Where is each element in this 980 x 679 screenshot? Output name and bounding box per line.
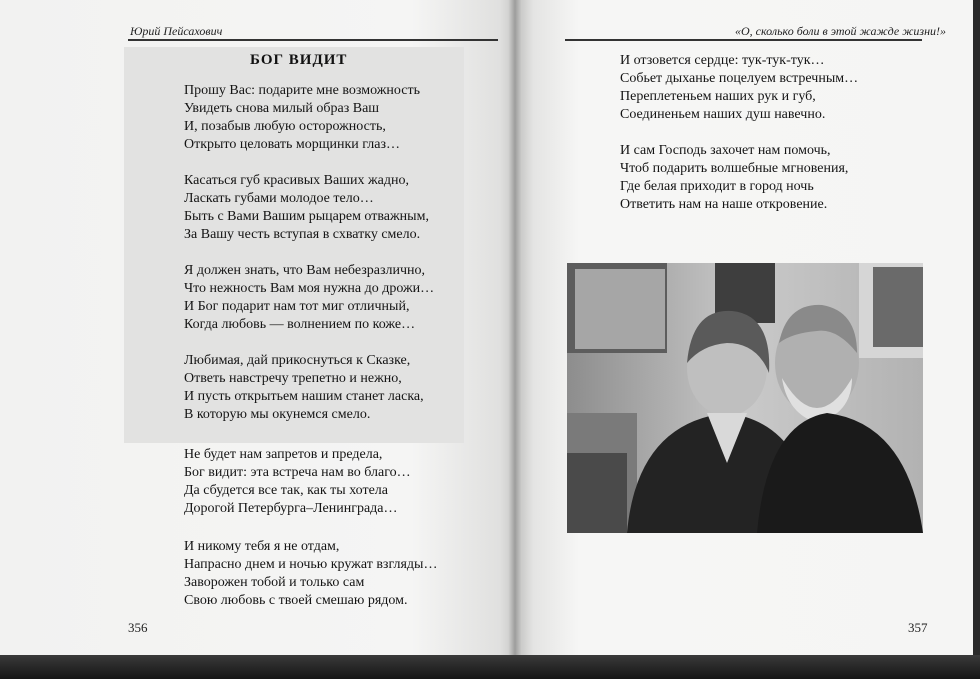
page-number-right: 357 — [908, 620, 928, 635]
poem-line: И никому тебя я не отдам, — [184, 539, 340, 554]
stanza-4 — [184, 352, 424, 424]
poem-line: Прошу Вас: подарите мне возможность — [184, 83, 420, 98]
poem-line: Когда любовь — волнением по коже… — [184, 317, 416, 332]
stanza-5 — [184, 446, 411, 518]
header-rule-left — [128, 39, 498, 41]
running-head-left: Юрий Пейсахович — [130, 24, 223, 38]
stanza-2 — [184, 172, 429, 244]
poem-line: Открыто целовать морщинки глаз… — [184, 137, 401, 152]
page-edge — [973, 0, 980, 679]
poem-line: Что нежность Вам моя нужна до дрожи… — [184, 281, 435, 296]
poem-line: Соединеньем наших душ навечно. — [620, 107, 826, 122]
poem-line: Чтоб подарить волшебные мгновения, — [620, 161, 849, 176]
poem-line: Не будет нам запретов и предела, — [184, 447, 383, 462]
poem-line: И, позабыв любую осторожность, — [184, 119, 386, 134]
poem-line: Где белая приходит в город ночь — [620, 179, 814, 194]
poem-line: За Вашу честь вступая в схватку смело. — [184, 227, 421, 242]
poem-line: Ласкать губами молодое тело… — [184, 191, 374, 206]
stanza-7 — [620, 52, 858, 124]
poem-line: И Бог подарит нам тот миг отличный, — [184, 299, 410, 314]
poem-line: И отзовется сердце: тук-тук-тук… — [620, 53, 825, 68]
photo-illustration — [567, 263, 923, 533]
stanza-1 — [184, 82, 420, 154]
poem-line: Любимая, дай прикоснуться к Сказке, — [184, 353, 411, 368]
portrait-photo — [567, 263, 923, 533]
poem-line: И пусть открытьем нашим станет ласка, — [184, 389, 424, 404]
poem-line: Свою любовь с твоей смешаю рядом. — [184, 593, 408, 608]
poem-line: Собьет дыханье поцелуем встречным… — [620, 71, 859, 86]
header-rule-right — [565, 39, 922, 41]
poem-title: БОГ ВИДИТ — [250, 52, 348, 68]
stanza-8 — [620, 142, 848, 214]
running-head-right: «О, сколько боли в этой жажде жизни!» — [735, 24, 947, 38]
background-surface — [0, 655, 980, 679]
poem-line: Быть с Вами Вашим рыцарем отважным, — [184, 209, 429, 224]
stanza-3 — [184, 262, 434, 334]
poem-line: Заворожен тобой и только сам — [184, 575, 365, 590]
poem-line: Напрасно днем и ночью кружат взгляды… — [184, 557, 438, 572]
stanza-6 — [184, 538, 437, 610]
poem-line: Касаться губ красивых Ваших жадно, — [184, 173, 410, 188]
page-number-left: 356 — [128, 620, 148, 635]
poem-line: Бог видит: эта встреча нам во благо… — [184, 465, 411, 480]
poem-line: В которую мы окунемся смело. — [184, 407, 371, 422]
book-gutter — [508, 0, 522, 655]
poem-line: Дорогой Петербурга–Ленинграда… — [184, 501, 398, 516]
poem-line: Ответь навстречу трепетно и нежно, — [184, 371, 402, 386]
poem-line: И сам Господь захочет нам помочь, — [620, 143, 831, 158]
poem-line: Да сбудется все так, как ты хотела — [184, 483, 389, 498]
poem-line: Переплетеньем наших рук и губ, — [620, 89, 816, 104]
poem-line: Ответить нам на наше откровение. — [620, 197, 828, 212]
poem-line: Увидеть снова милый образ Ваш — [184, 101, 380, 116]
poem-line: Я должен знать, что Вам небезразлично, — [184, 263, 426, 278]
